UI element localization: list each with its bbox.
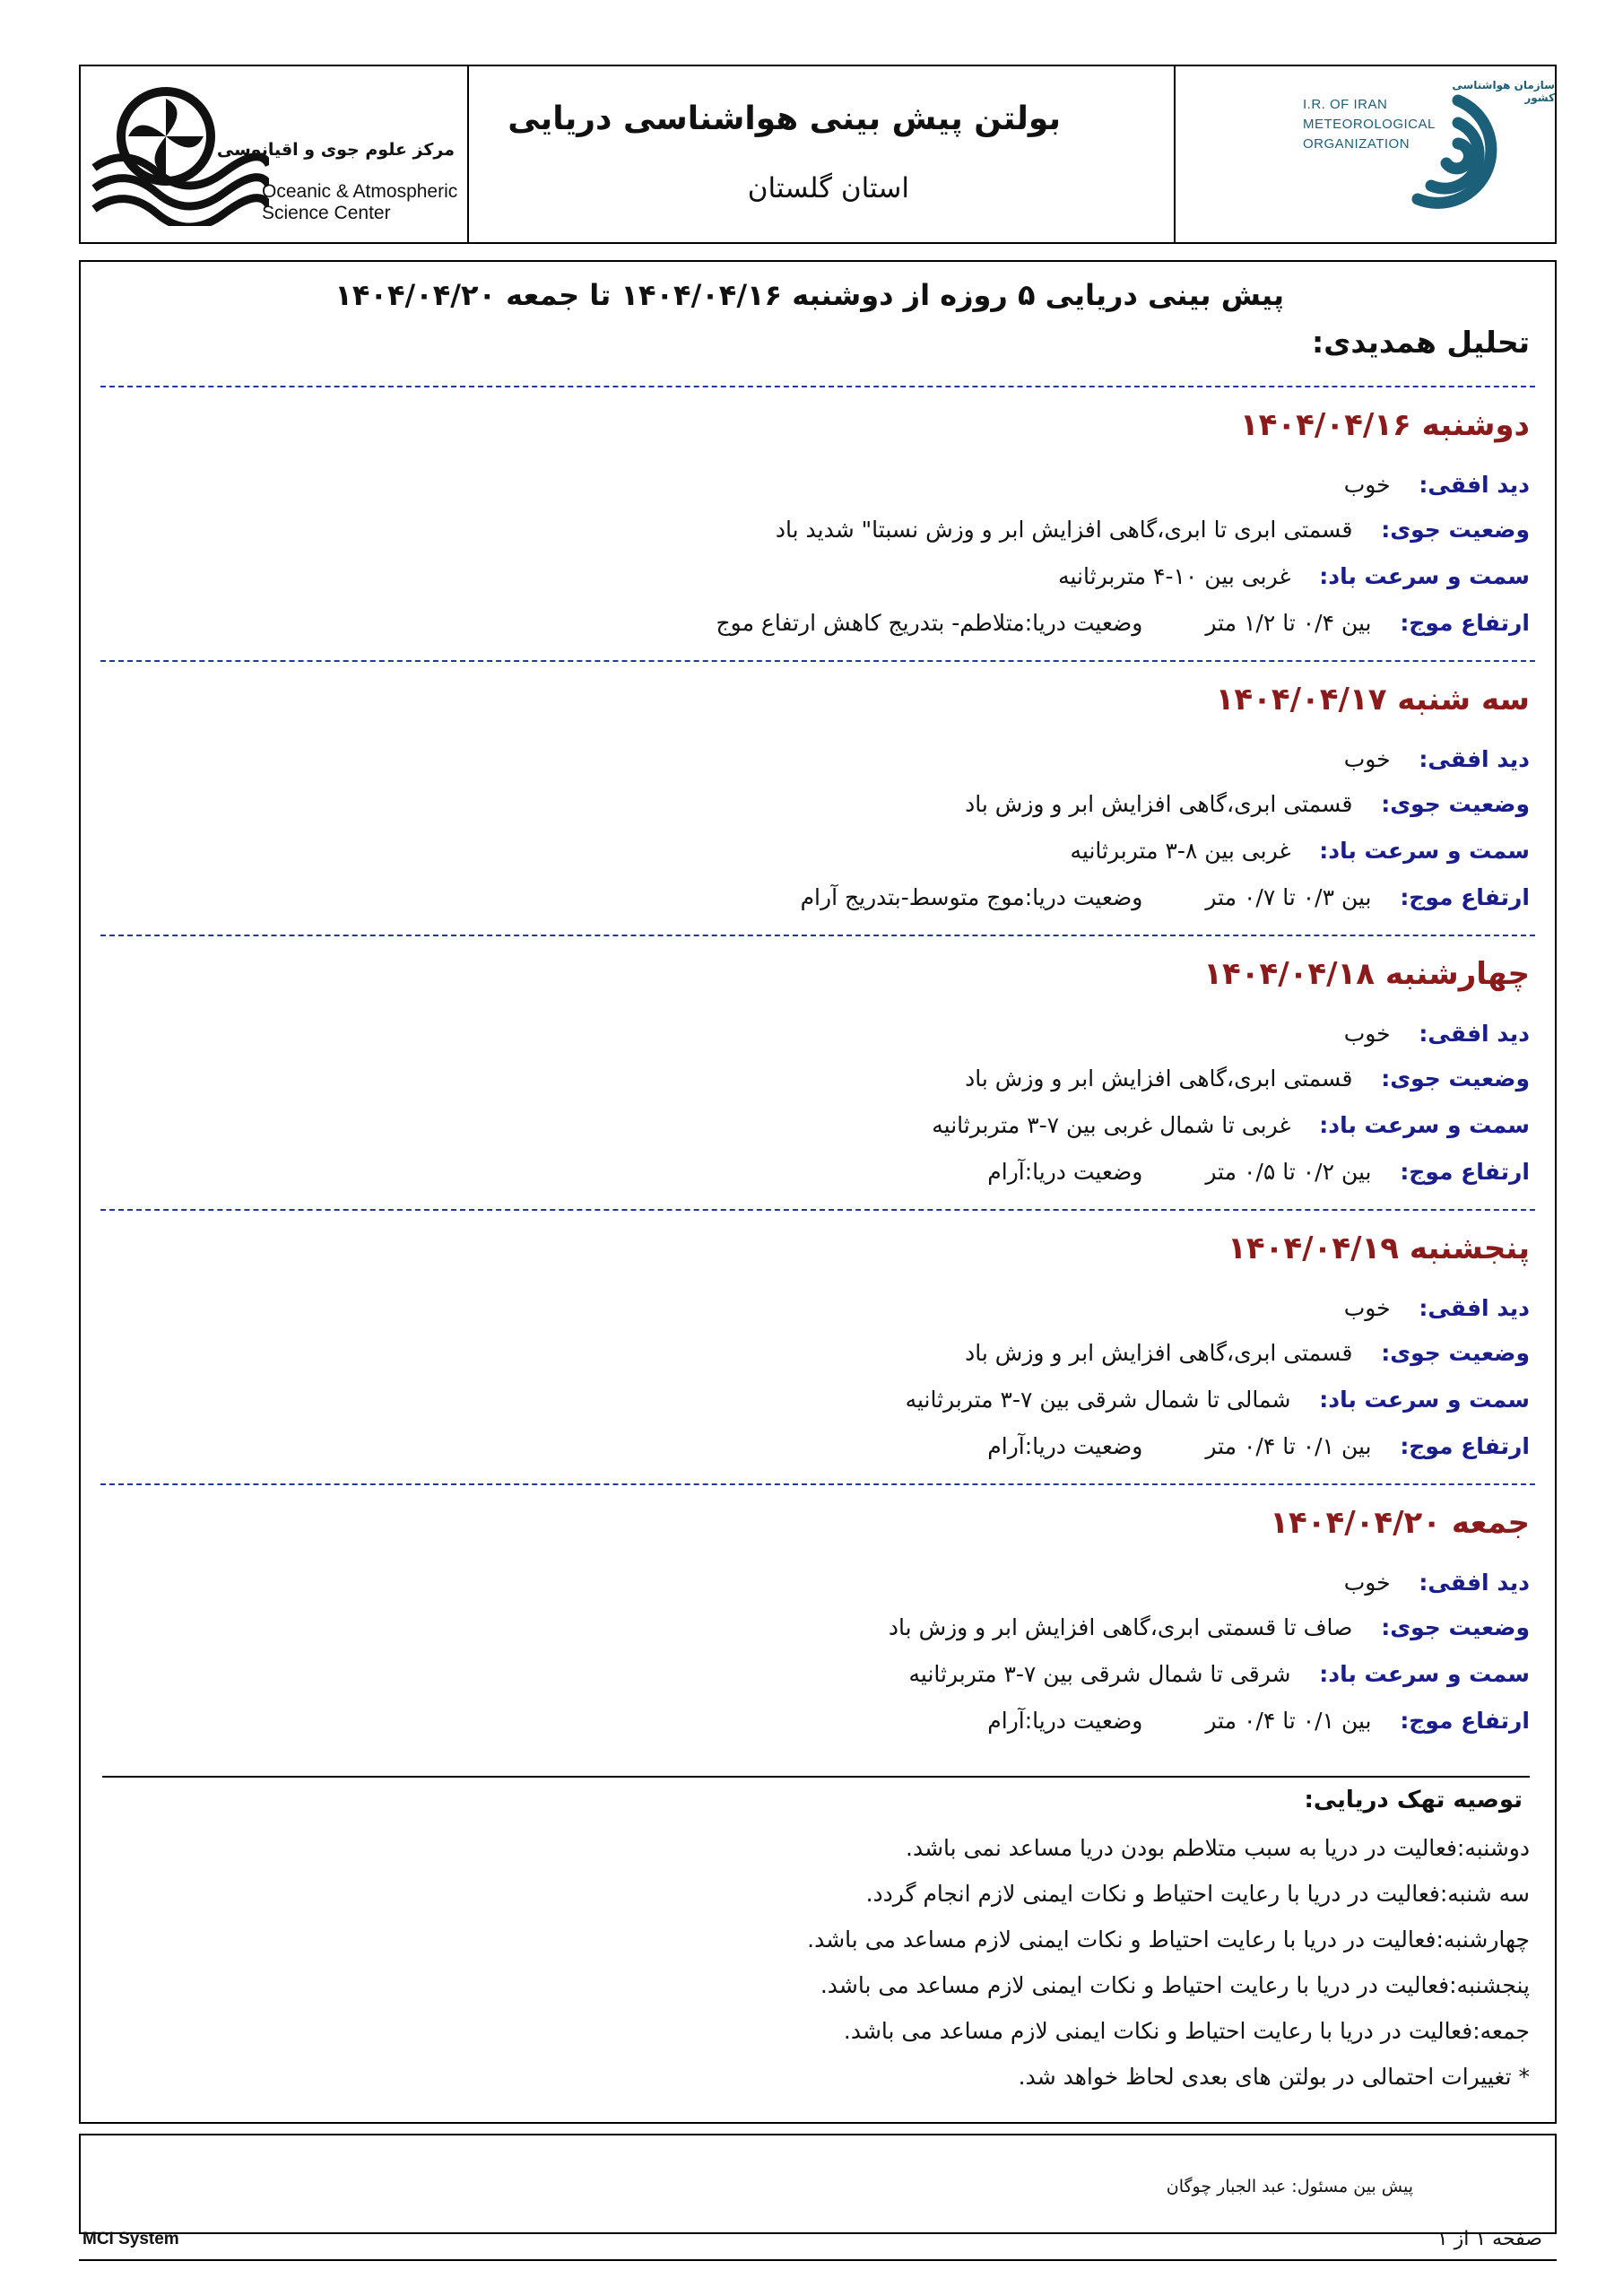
weather-value: قسمتی ابری،گاهی افزایش ابر و وزش باد (965, 1340, 1353, 1366)
weather-row (965, 791, 1530, 817)
wave-value: بین ۰/۱ تا ۰/۴ متر (1205, 1433, 1372, 1459)
day-divider (100, 1209, 1535, 1211)
day-title: چهارشنبه ۱۴۰۴/۰۴/۱۸ (1203, 956, 1530, 992)
weather-value: صاف تا قسمتی ابری،گاهی افزایش ابر و وزش باد (888, 1614, 1353, 1640)
advice-line: دوشنبه:فعالیت در دریا به سبب متلاطم بودن دریا مساعد نمی باشد. (906, 1835, 1530, 1861)
day-title: پنجشنبه ۱۴۰۴/۰۴/۱۹ (1228, 1231, 1530, 1266)
visibility-label: دید افقی: (1419, 472, 1530, 498)
imo-spiral-logo-icon (1382, 74, 1534, 235)
wind-row (909, 1661, 1530, 1687)
wave-value: بین ۰/۳ تا ۰/۷ متر (1205, 884, 1372, 910)
weather-row (776, 517, 1530, 543)
wind-value: غربی تا شمال غربی بین ۷-۳ متربرثانیه (932, 1112, 1291, 1138)
weather-label: وضعیت جوی: (1381, 1614, 1530, 1640)
imo-name-en-line1: I.R. OF IRAN (1303, 97, 1388, 112)
weather-value: قسمتی ابری،گاهی افزایش ابر و وزش باد (965, 1065, 1353, 1091)
wind-row (932, 1112, 1530, 1138)
weather-row (965, 1340, 1530, 1366)
visibility-label: دید افقی: (1419, 1570, 1530, 1596)
wave-label: ارتفاع موج: (1400, 1708, 1530, 1734)
advice-divider (102, 1776, 1530, 1778)
wave-row (987, 1708, 1530, 1734)
wind-row (1071, 838, 1530, 864)
day-divider (100, 935, 1535, 936)
wave-value: بین ۰/۲ تا ۰/۵ متر (1205, 1159, 1372, 1185)
wind-value: غربی بین ۱۰-۴ متربرثانیه (1058, 563, 1291, 589)
visibility-value: خوب (1343, 1021, 1391, 1047)
wave-row (716, 610, 1530, 636)
weather-label: وضعیت جوی: (1381, 1065, 1530, 1091)
wave-label: ارتفاع موج: (1400, 610, 1530, 636)
visibility-value: خوب (1343, 746, 1391, 772)
wave-value: بین ۰/۴ تا ۱/۲ متر (1205, 610, 1372, 636)
visibility-row (1344, 746, 1530, 772)
advice-title: توصیه تهک دریایی: (1304, 1787, 1523, 1813)
wind-value: شرقی تا شمال شرقی بین ۷-۳ متربرثانیه (908, 1661, 1291, 1687)
oas-logo-cell (81, 66, 469, 242)
forecast-box (79, 260, 1557, 2124)
visibility-label: دید افقی: (1419, 1021, 1530, 1047)
advice-line: سه شنبه:فعالیت در دریا با رعایت احتیاط و نکات ایمنی لازم انجام گردد. (865, 1881, 1530, 1907)
advice-line: چهارشنبه:فعالیت در دریا با رعایت احتیاط و نکات ایمنی لازم مساعد می باشد. (807, 1926, 1530, 1952)
day-title: سه شنبه ۱۴۰۴/۰۴/۱۷ (1215, 682, 1530, 718)
day-divider (100, 660, 1535, 662)
forecast-title: پیش بینی دریایی ۵ روزه از دوشنبه ۱۴۰۴/۰۴/۱۶ تا جمعه ۱۴۰۴/۰۴/۲۰ (334, 278, 1284, 312)
wave-row (987, 1433, 1530, 1459)
day-divider (100, 386, 1535, 387)
wind-label: سمت و سرعت باد: (1319, 1661, 1530, 1687)
oas-name-en-line2: Science Center (262, 203, 391, 223)
visibility-value: خوب (1343, 1295, 1391, 1321)
advice-line: پنجشنبه:فعالیت در دریا با رعایت احتیاط و نکات ایمنی لازم مساعد می باشد. (820, 1972, 1530, 1998)
signature-box (79, 2134, 1557, 2234)
oas-name-fa: مرکز علوم جوی و اقیانوسی (216, 140, 455, 160)
imo-logo-cell (1176, 66, 1555, 242)
oas-name-en-line1: Oceanic & Atmospheric (262, 181, 458, 202)
weather-value: قسمتی ابری،گاهی افزایش ابر و وزش باد (965, 791, 1353, 817)
wind-label: سمت و سرعت باد: (1319, 1387, 1530, 1413)
visibility-value: خوب (1343, 1570, 1391, 1596)
sea-state-value: وضعیت دریا:آرام (987, 1708, 1143, 1734)
page-number: صفحه ۱ از ۱ (1436, 2228, 1542, 2250)
wave-row (801, 884, 1530, 910)
sea-state-value: وضعیت دریا:آرام (987, 1433, 1143, 1459)
synoptic-analysis-label: تحلیل همدیدی: (1311, 325, 1530, 360)
wind-value: غربی بین ۸-۳ متربرثانیه (1070, 838, 1291, 864)
wave-label: ارتفاع موج: (1400, 1159, 1530, 1185)
weather-value: قسمتی ابری تا ابری،گاهی افزایش ابر و وزش نسبتا" شدید باد (775, 517, 1353, 543)
bulletin-header (79, 65, 1557, 244)
responsible-forecaster: پیش بین مسئول: عبد الجبار چوگان (1166, 2177, 1413, 2196)
visibility-value: خوب (1343, 472, 1391, 498)
wave-row (987, 1159, 1530, 1185)
wind-value: شمالی تا شمال شرقی بین ۷-۳ متربرثانیه (905, 1387, 1291, 1413)
wave-label: ارتفاع موج: (1400, 884, 1530, 910)
day-title: دوشنبه ۱۴۰۴/۰۴/۱۶ (1239, 407, 1530, 443)
imo-name-fa: سازمان هواشناسی کشور (1452, 79, 1555, 104)
imo-name-en-line2: METEOROLOGICAL (1303, 117, 1436, 132)
visibility-label: دید افقی: (1419, 1295, 1530, 1321)
wind-row (906, 1387, 1530, 1413)
visibility-row (1344, 1295, 1530, 1321)
wind-label: سمت و سرعت باد: (1319, 1112, 1530, 1138)
footer-rule (79, 2259, 1557, 2261)
weather-label: وضعیت جوی: (1381, 791, 1530, 817)
title-cell (469, 66, 1176, 242)
day-title: جمعه ۱۴۰۴/۰۴/۲۰ (1270, 1505, 1530, 1541)
sea-state-value: وضعیت دریا:آرام (987, 1159, 1143, 1185)
bulletin-title: بولتن پیش بینی هواشناسی دریایی (508, 100, 1061, 137)
system-name: MCI System (82, 2230, 179, 2248)
wind-row (1058, 563, 1530, 589)
province-name: استان گلستان (747, 172, 909, 204)
visibility-row (1344, 1570, 1530, 1596)
weather-label: وضعیت جوی: (1381, 517, 1530, 543)
sea-state-value: وضعیت دریا:متلاطم- بتدریج کاهش ارتفاع موج (716, 610, 1143, 636)
advice-note: * تغییرات احتمالی در بولتن های بعدی لحاظ خواهد شد. (1018, 2064, 1530, 2090)
weather-label: وضعیت جوی: (1381, 1340, 1530, 1366)
visibility-row (1344, 1021, 1530, 1047)
advice-line: جمعه:فعالیت در دریا با رعایت احتیاط و نکات ایمنی لازم مساعد می باشد. (843, 2018, 1530, 2044)
wave-label: ارتفاع موج: (1400, 1433, 1530, 1459)
visibility-row (1344, 472, 1530, 498)
weather-row (889, 1614, 1530, 1640)
visibility-label: دید افقی: (1419, 746, 1530, 772)
weather-row (965, 1065, 1530, 1091)
sea-state-value: وضعیت دریا:موج متوسط-بتدریج آرام (800, 884, 1143, 910)
day-divider (100, 1483, 1535, 1485)
imo-name-en-line3: ORGANIZATION (1303, 136, 1410, 152)
wave-value: بین ۰/۱ تا ۰/۴ متر (1205, 1708, 1372, 1734)
wind-label: سمت و سرعت باد: (1319, 838, 1530, 864)
wind-label: سمت و سرعت باد: (1319, 563, 1530, 589)
